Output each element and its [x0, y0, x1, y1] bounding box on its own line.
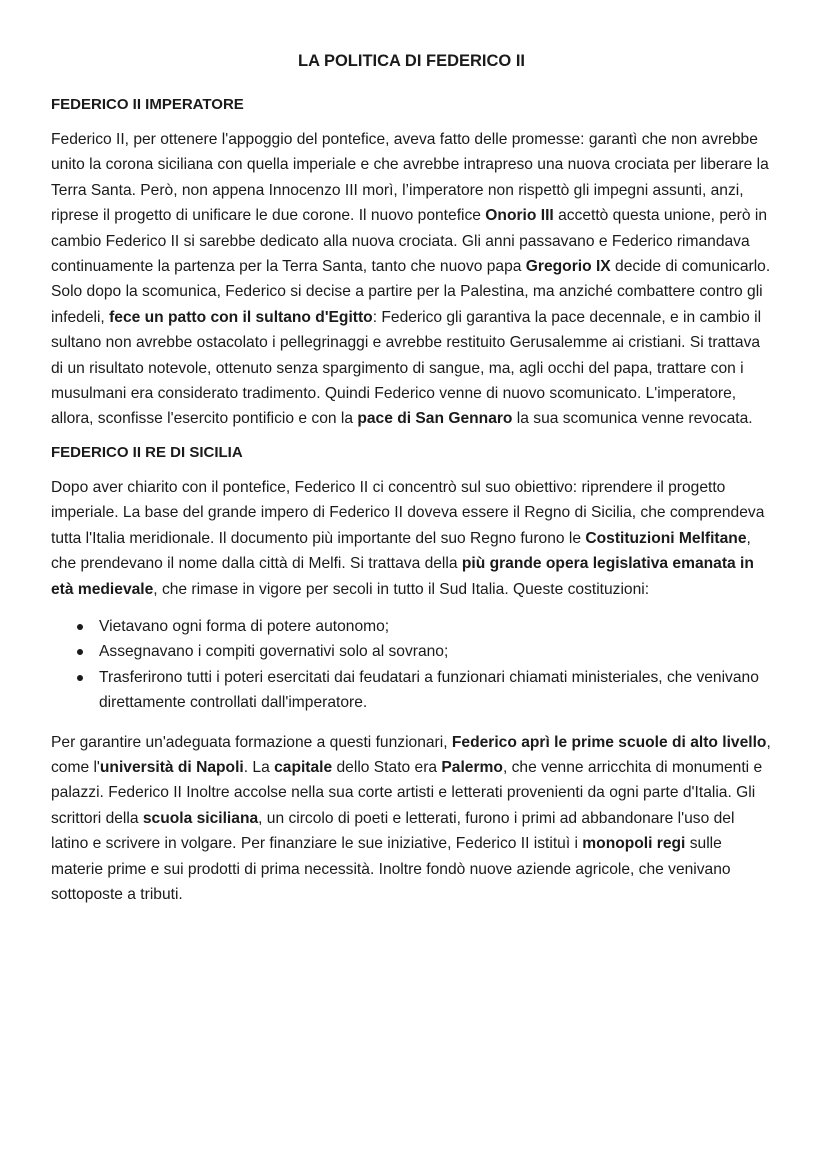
bold-text: Onorio III [485, 207, 554, 225]
text-run: Federico II, per ottenere l'appoggio del pontefice, aveva fatto delle promesse: garantì che non avrebbe unito la corona siciliana con quella imperiale e che avrebbe intrapreso una nuova crociata per liberare la Terra Santa. Però, non appena Innocenzo III morì, l’imperatore non rispettò gli impegni assunti, anzi, riprese il progetto di unificare le due corone. Il nuovo pontefice [51, 131, 769, 225]
text-run: : Federico gli garantiva la pace decennale, e in cambio il sultano non avrebbe ostacolato i pellegrinaggi e avrebbe restituito Gerusalemme ai cristiani. Si trattava di un risultato notevole, ottenuto senza spargimento di sangue, ma, agli occhi del papa, trattare con i musulmani era considerato tradimento. Quindi Federico venne di nuovo scomunicato. L'imperatore, allora, sconfisse l'esercito pontificio e con la [51, 308, 762, 428]
bold-text: pace di San Gennaro [357, 410, 513, 428]
paragraph-formazione [51, 730, 772, 908]
bold-text: scuola siciliana [142, 809, 259, 827]
bold-text: fece un patto con il sultano d'Egitto [109, 308, 373, 326]
text-run: , che venne arricchita di monumenti e palazzi. Federico II Inoltre accolse nella sua corte artisti e letterati provenienti da ogni parte d'Italia. Gli scrittori della [51, 758, 763, 827]
text-run: Dopo aver chiarito con il pontefice, Federico II ci concentrò sul suo obiettivo: riprendere il progetto imperiale. La base del grande impero di Federico II doveva essere il Regno di Sicilia, che comprendeva tutta l'Italia meridionale. Il documento più importante del suo Regno furono le [51, 478, 765, 547]
bullet-dot-icon [77, 624, 83, 630]
text-run: dello Stato era [332, 758, 442, 776]
bold-text: Federico aprì le prime scuole di alto livello [451, 733, 767, 751]
bullet-dot-icon [77, 649, 83, 655]
section-heading-re-di-sicilia: FEDERICO II RE DI SICILIA [51, 443, 243, 461]
list-item-text: Trasferirono tutti i poteri esercitati dai feudatari a funzionari chiamati ministeriales, che venivano direttamente controllati dall'imperatore. [99, 668, 759, 712]
list-item-text: Assegnavano i compiti governativi solo al sovrano; [99, 643, 449, 661]
text-run: la sua scomunica venne revocata. [512, 410, 753, 428]
bold-text: capitale [274, 758, 333, 776]
bullet-list-costituzioni [51, 614, 772, 716]
text-run: . La [243, 758, 275, 776]
text-run: , che rimase in vigore per secoli in tutto il Sud Italia. Queste costituzioni: [153, 580, 650, 598]
text-run: , come l' [51, 733, 771, 776]
text-run: sulle materie prime e sui prodotti di prima necessità. Inoltre fondò nuove aziende agricole, che venivano sottoposte a tributi. [51, 835, 731, 903]
bold-text: Costituzioni Melfitane [585, 529, 747, 547]
bullet-dot-icon [77, 675, 83, 681]
bold-text: più grande opera legislativa emanata in età medievale [51, 555, 754, 598]
page-title: LA POLITICA DI FEDERICO II [297, 52, 526, 70]
bold-text: Gregorio IX [525, 258, 611, 276]
list-item [99, 614, 772, 639]
text-run: accettò questa unione, però in cambio Federico II si sarebbe dedicato alla nuova crociata. Gli anni passavano e Federico rimandava continuamente la partenza per la Terra Santa, tanto che nuovo papa [51, 207, 767, 276]
list-item [99, 665, 772, 716]
paragraph-re-di-sicilia [51, 475, 772, 602]
bold-text: monopoli regi [582, 835, 686, 853]
list-item-text: Vietavano ogni forma di potere autonomo; [99, 617, 390, 635]
section-heading-imperatore: FEDERICO II IMPERATORE [51, 96, 244, 113]
list-item [99, 639, 772, 664]
bold-text: università di Napoli [99, 758, 244, 776]
text-run: Per garantire un'adeguata formazione a questi funzionari, [51, 733, 452, 751]
paragraph-imperatore [51, 127, 772, 432]
text-run: , un circolo di poeti e letterati, furono i primi ad abbandonare l'uso del latino e scrivere in volgare. Per finanziare le sue iniziative, Federico II istituì i [51, 809, 735, 853]
text-run: , che prendevano il nome dalla città di Melfi. Si trattava della [51, 529, 751, 573]
text-run: decide di comunicarlo. Solo dopo la scomunica, Federico si decise a partire per la Palestina, ma anziché combattere contro gli infedeli, [51, 258, 771, 326]
bold-text: Palermo [441, 758, 503, 776]
